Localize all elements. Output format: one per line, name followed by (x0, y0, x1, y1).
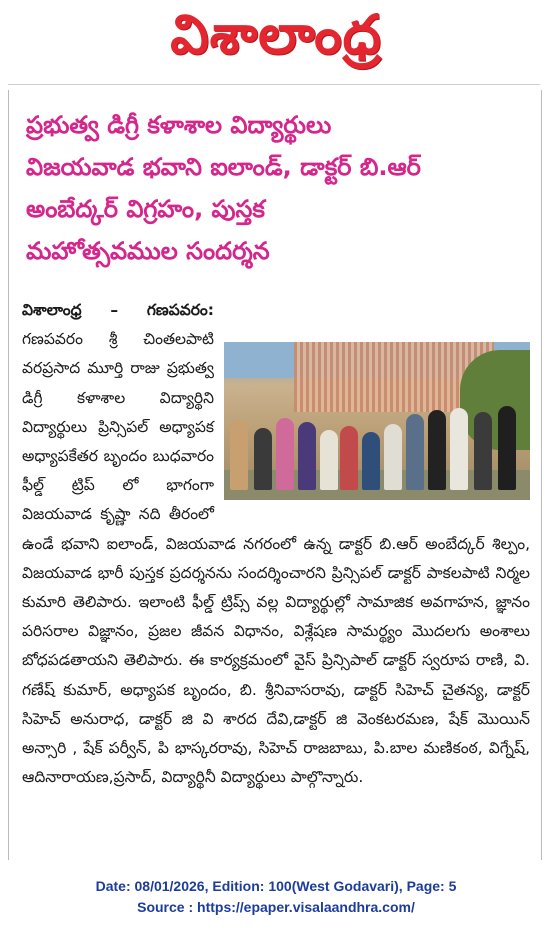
article-dateline: విశాలాంధ్ర – గణపవరం: (22, 301, 214, 319)
source-url-line: Source : https://epaper.visalaandhra.com/ (137, 899, 415, 915)
headline-line: ప్రభుత్వ డిగ్రీ కళాశాల విద్యార్థులు (26, 111, 332, 139)
newspaper-logo: విశాలాంధ్ర (170, 2, 382, 66)
article-body (22, 296, 530, 792)
headline-line: విజయవాడ భవాని ఐలాండ్, డాక్టర్ బి.ఆర్ (26, 153, 421, 181)
article-headline (26, 104, 532, 272)
masthead-divider (8, 84, 540, 85)
headline-line: అంబేద్కర్ విగ్రహం, పుస్తక (26, 195, 265, 223)
source-footer (0, 876, 552, 918)
headline-line: మహోత్సవముల సందర్శన (26, 237, 270, 265)
article-text: గణపవరం శ్రీ చింతలపాటి వరప్రసాద మూర్తి రాజు ప్రభుత్వ డిగ్రీ కళాశాల విద్యార్థిని విద్యార్థులు ప్రిన్సిపల్ అధ్యాపక అధ్యాపకేతర బృందం బుధవారం ఫీల్డ్ ట్రిప్ లో భాగంగా విజయవాడ కృష్ణా నది తీరంలో ఉండే భవాని ఐలాండ్, విజయవాడ నగరంలో ఉన్న డాక్టర్ బి.ఆర్ అంబేద్కర్ శిల్పం, విజయవాడ భారీ పుస్తక ప్రదర్శనను సందర్శించారని ప్రిన్సిపల్ డాక్టర్ పాకలపాటి నిర్మల కుమారి తెలిపారు. ఇలాంటి ఫీల్డ్ ట్రిప్స్ వల్ల విద్యార్థుల్లో సామాజిక అవగాహన, జ్ఞానం పరిసరాల విజ్ఞానం, ప్రజల జీవన విధానం, విశ్లేషణ సామర్థ్యం మొదలగు అంశాలు బోధపడతాయని తెలిపారు. ఈ కార్యక్రమంలో వైస్ ప్రిన్సిపాల్ డాక్టర్ స్వరూప రాణి, వి. గణేష్ కుమార్, అధ్యాపక బృందం, బి. శ్రీనివాసరావు, డాక్టర్ సిహెచ్ చైతన్య, డాక్టర్ సిహెచ్ అనురాధ, డాక్టర్ జి వి శారద దేవి,డాక్టర్ జి వెంకటరమణ, షేక్ మొయిన్ అన్సారి , షేక్ పర్వీన్, పి భాస్కరరావు, సిహెచ్ రాజబాబు, పి.బాల మణికంఠ, విగ్నేష్, ఆదినారాయణ,ప్రసాద్, విద్యార్థినీ విద్యార్థులు పాల్గొన్నారు. (22, 330, 530, 787)
edition-date-line: Date: 08/01/2026, Edition: 100(West Godavari), Page: 5 (95, 878, 457, 894)
group-photo (224, 342, 530, 500)
masthead (0, 0, 552, 82)
